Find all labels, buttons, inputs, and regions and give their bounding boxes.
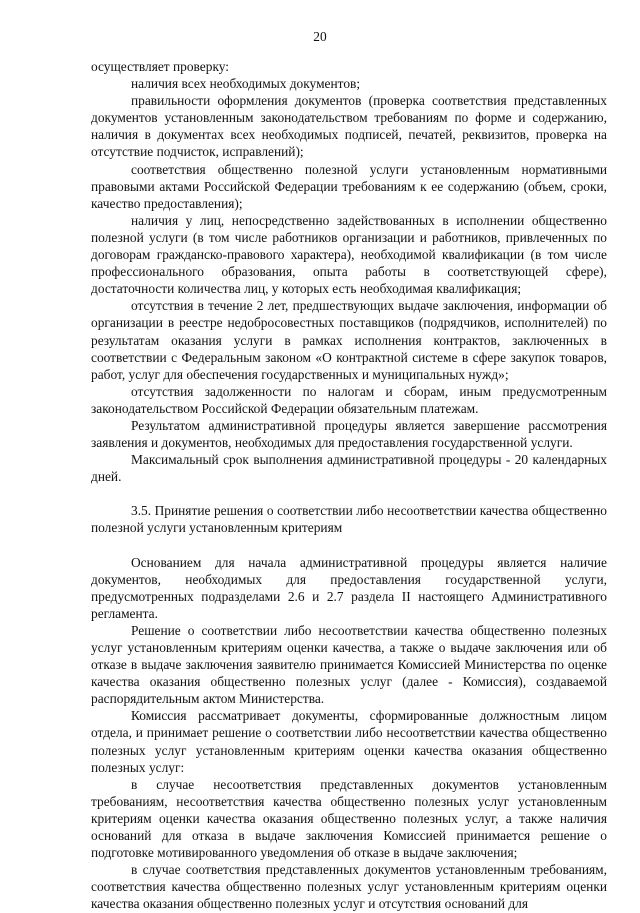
list-item: отсутствия в течение 2 лет, предшествующих выдаче заключения, информации об организации в реестре недобросовестных поставщиков (подрядчиков, исполнителей) по результатам оказания услуги в рамках исполнения контрактов, заключенных в соответствии с Федеральным законом «О контрактной системе в сфере закупок товаров, работ, услуг для обеспечения государственных и муниципальных нужд»; [91, 298, 607, 382]
list-item: наличия у лиц, непосредственно задействованных в исполнении общественно полезной услуги (в том числе работников организации и работников, привлеченных по договорам гражданско-правового характера), необходимой квалификации (в том числе профессионального образования, опыта работы в соответствующей сфере), достаточности количества лиц, у которых есть необходимая квалификация; [91, 212, 607, 297]
list-item: наличия всех необходимых документов; [131, 76, 361, 92]
spacer [91, 537, 607, 554]
section-heading: 3.5. Принятие решения о соответствии либо несоответствии качества общественно полезной услуги установленным критериям [91, 503, 607, 536]
list-item: в случае несоответствия представленных документов установленным требованиям, несоответствия качества общественно полезных услуг установленным критериям оценки качества оказания общественно полезных услуг, а также наличия оснований для отказа в выдаче заключения Комиссией принимается решение о подготовке мотивированного уведомления об отказе в выдаче заключения; [91, 776, 607, 861]
paragraph: Решение о соответствии либо несоответствии качества общественно полезных услуг установленным критериям оценки качества, а также о выдаче заключения или об отказе в выдаче заключения заявителю принимается Комиссией Министерства по оценке качества оказания общественно полезных услуг (далее - Комиссия), создаваемой распорядительным актом Министерства. [91, 622, 607, 707]
list-item: правильности оформления документов (проверка соответствия представленных документов установленным законодательством требованиям по форме и содержанию, наличия в документах всех необходимых подписей, печатей, реквизитов, проверка на отсутствие подчисток, исправлений); [91, 93, 607, 160]
page-body [91, 58, 607, 913]
paragraph: Комиссия рассматривает документы, сформированные должностным лицом отдела, и принимает решение о соответствии либо несоответствии качества общественно полезных услуг установленным критериям оценки качества оказания общественно полезных услуг: [91, 708, 607, 775]
list-item: в случае соответствия представленных документов установленным требованиям, соответствия качества общественно полезных услуг установленным критериям оценки качества оказания общественно полезных услуг и отсутствия оснований для [91, 862, 607, 912]
paragraph: Основанием для начала административной процедуры является наличие документов, необходимых для предоставления государственной услуги, предусмотренных подразделами 2.6 и 2.7 раздела II настоящего Административного регламента. [91, 554, 607, 621]
paragraph: Результатом административной процедуры является завершение рассмотрения заявления и документов, необходимых для предоставления государственной услуги. [91, 417, 607, 451]
paragraph: осуществляет проверку: [91, 59, 229, 74]
spacer [91, 485, 607, 502]
page-number: 20 [313, 29, 327, 44]
paragraph: Максимальный срок выполнения административной процедуры - 20 календарных дней. [91, 452, 607, 485]
list-item: соответствия общественно полезной услуги установленным нормативными правовыми актами Российской Федерации требованиям к ее содержанию (объем, сроки, качество предоставления); [91, 161, 607, 211]
list-item: отсутствия задолженности по налогам и сборам, иным предусмотренным законодательством Российской Федерации обязательным платежам. [91, 383, 607, 416]
